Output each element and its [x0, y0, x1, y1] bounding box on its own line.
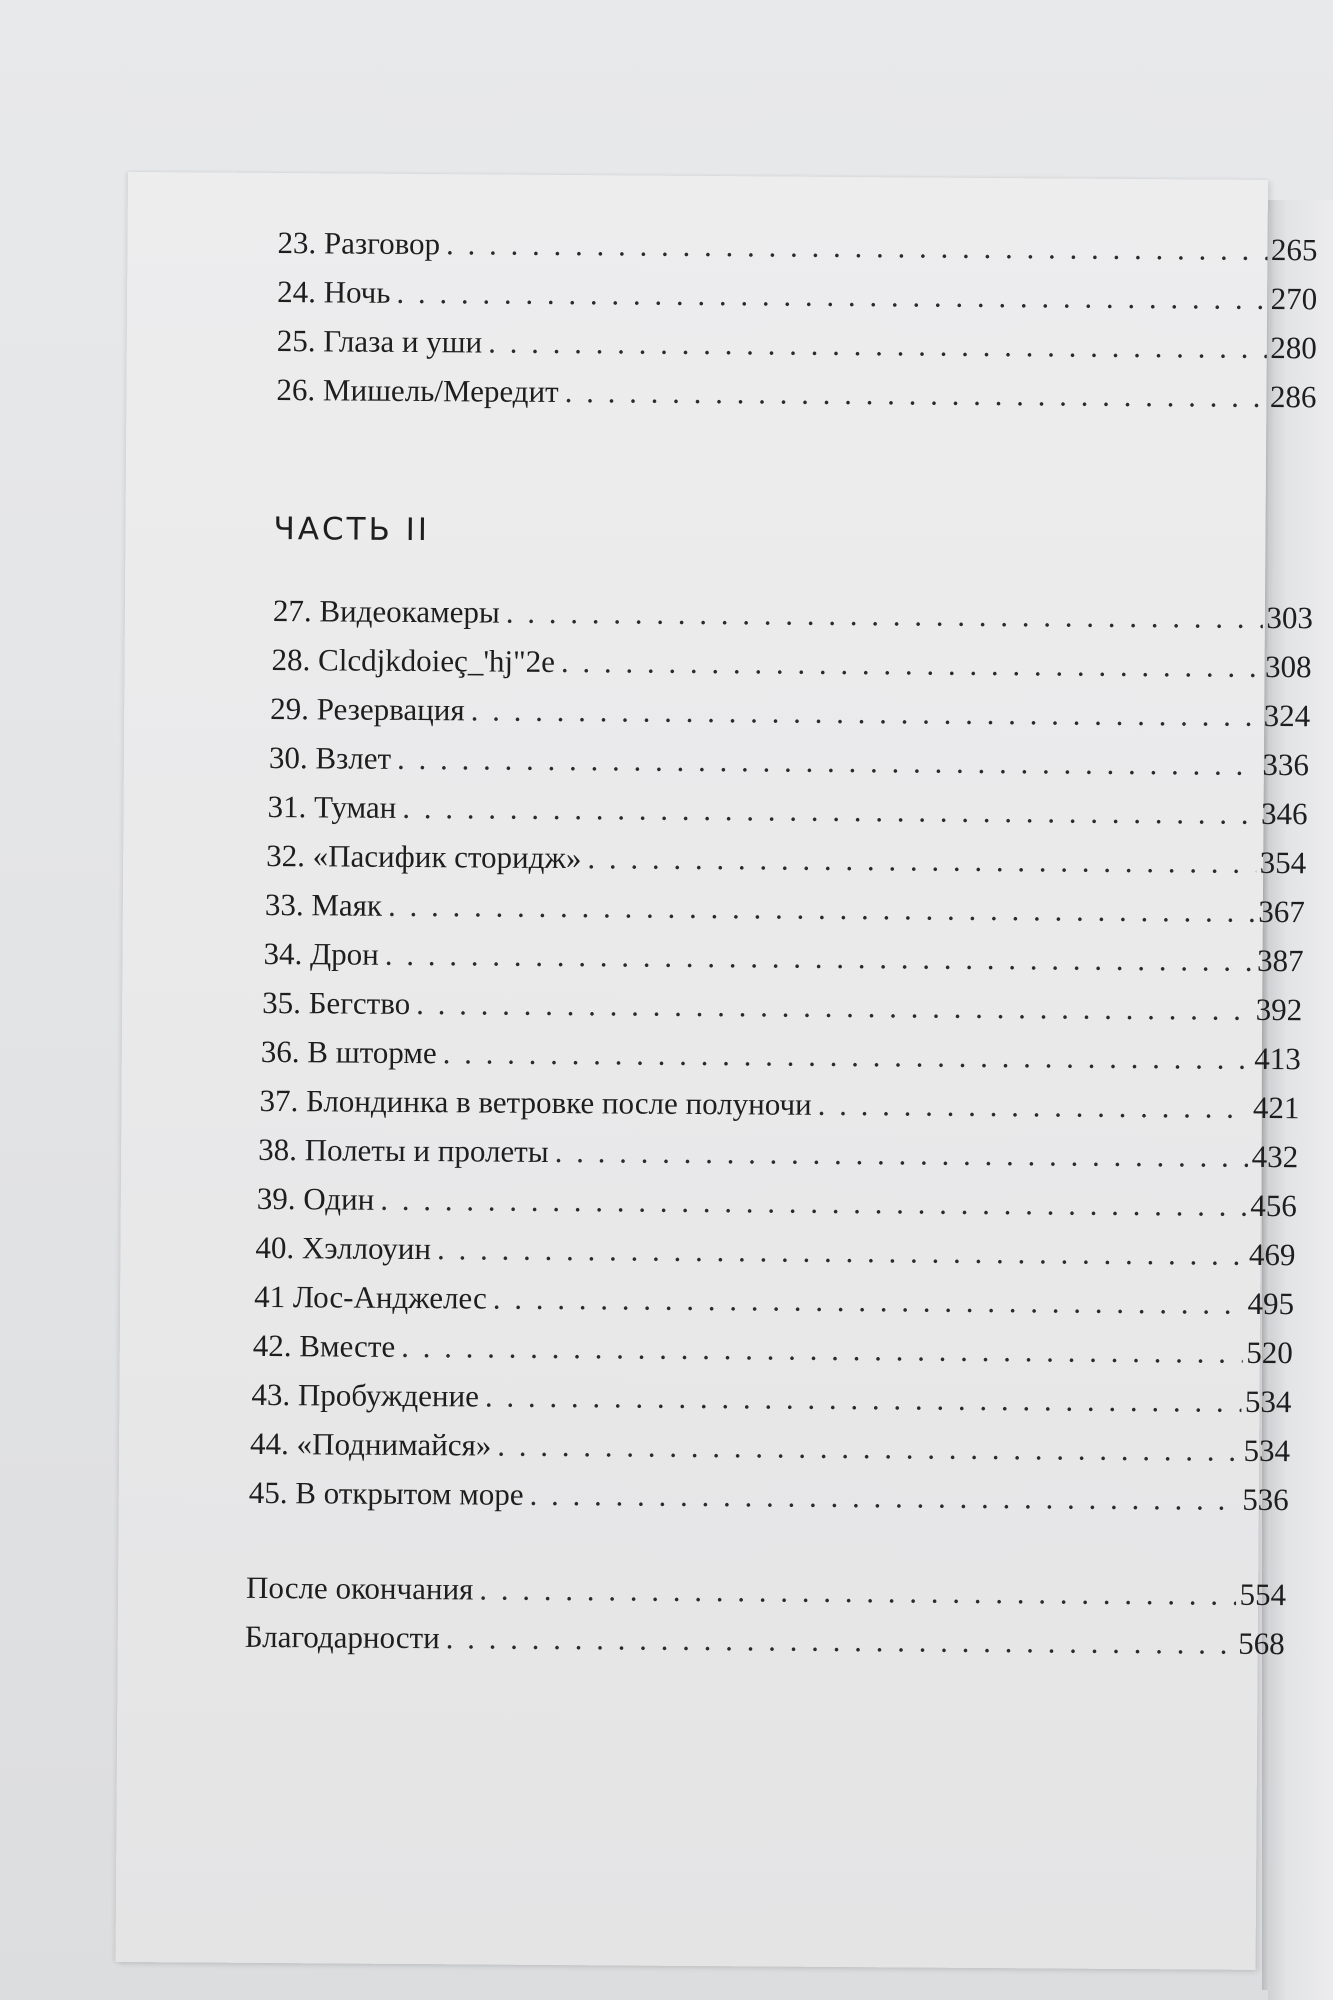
toc-entry: [246, 1570, 1286, 1613]
toc-entry: [263, 936, 1303, 979]
toc-entry-page: 392: [1255, 991, 1303, 1028]
toc-entry-page: 354: [1259, 844, 1307, 881]
toc-entry-page: 432: [1251, 1138, 1299, 1175]
toc-entry-label: 23. Разговор: [277, 225, 441, 262]
toc-entry: [257, 1181, 1297, 1224]
toc-entry-label: 45. В открытом море: [248, 1474, 524, 1512]
toc-leader-dots: [396, 275, 1266, 317]
toc-entry: [277, 225, 1317, 268]
toc-entry-label: 36. В шторме: [260, 1033, 437, 1071]
toc-entry-page: 536: [1242, 1481, 1289, 1518]
toc-leader-dots: [380, 1182, 1246, 1224]
toc-leader-dots: [471, 692, 1260, 734]
toc-entry-page: 387: [1256, 942, 1304, 979]
toc-leader-dots: [488, 325, 1266, 366]
toc-entry-page: 270: [1270, 280, 1318, 317]
toc-entry-page: 568: [1238, 1625, 1285, 1662]
toc-leader-dots: [565, 374, 1267, 415]
toc-entry-page: 324: [1263, 697, 1311, 734]
toc-leader-dots: [555, 1134, 1248, 1175]
toc-entry: [276, 372, 1316, 415]
toc-leader-dots: [446, 1620, 1235, 1662]
toc-entry-page: 495: [1247, 1285, 1295, 1322]
toc-entry: [245, 1619, 1285, 1662]
toc-entry-label: 44. «Поднимайся»: [250, 1425, 492, 1463]
toc-entry-label: 24. Ночь: [277, 274, 391, 310]
toc-leader-dots: [446, 226, 1267, 268]
toc-entry-label: После окончания: [245, 1569, 474, 1607]
toc-entry-page: 456: [1250, 1187, 1297, 1224]
toc-entry-page: 520: [1246, 1334, 1293, 1371]
toc-entry: [249, 1475, 1289, 1518]
toc-entry-page: 554: [1239, 1576, 1287, 1613]
toc-leader-dots: [529, 1477, 1238, 1518]
toc-entry: [261, 1034, 1301, 1077]
toc-entry: [259, 1083, 1299, 1126]
toc-entry: [277, 274, 1317, 317]
toc-entry-label: 27. Видеокамеры: [272, 593, 500, 630]
toc-leader-dots: [402, 790, 1257, 832]
toc-entry-page: 286: [1269, 378, 1317, 415]
toc-entry: [251, 1377, 1291, 1420]
toc-leader-dots: [385, 937, 1253, 979]
toc-leader-dots: [397, 741, 1259, 783]
toc-entry-page: 346: [1260, 795, 1308, 832]
toc-entry-label: 38. Полеты и пролеты: [258, 1131, 549, 1169]
toc-entry: [269, 740, 1309, 783]
toc-entry: [250, 1426, 1290, 1469]
toc-entry: [255, 1230, 1295, 1273]
toc-entry: [277, 323, 1317, 366]
toc-leader-dots: [401, 1329, 1242, 1371]
toc-entry: [265, 887, 1305, 930]
toc-entry: [270, 691, 1310, 734]
toc-entry: [254, 1279, 1294, 1322]
toc-leader-dots: [506, 595, 1263, 636]
toc-entry: [273, 593, 1313, 636]
toc-entry-label: 33. Маяк: [264, 886, 383, 923]
toc-entry-label: 37. Блондинка в ветровке после полуночи: [259, 1082, 812, 1122]
toc-entry: [271, 642, 1311, 685]
toc-entry-label: 29. Резервация: [270, 691, 465, 728]
toc-entry-page: 336: [1262, 746, 1310, 783]
toc-entry: [262, 985, 1302, 1028]
toc-entry-label: 43. Пробуждение: [251, 1376, 480, 1414]
toc-entry-page: 367: [1258, 893, 1305, 930]
toc-entry: [267, 789, 1307, 832]
toc-entry-label: 35. Бегство: [262, 984, 411, 1021]
toc-entry-page: 280: [1270, 329, 1317, 366]
toc-leader-dots: [818, 1087, 1250, 1126]
toc-entry-label: 41 Лос-Анджелес: [254, 1278, 487, 1316]
toc-entry-label: 30. Взлет: [268, 739, 392, 776]
toc-entry-page: 303: [1266, 599, 1314, 636]
table-of-contents: [116, 172, 1318, 1970]
book-page: [116, 172, 1318, 1970]
toc-entry: [258, 1132, 1298, 1175]
toc-entry-label: 26. Мишель/Мередит: [276, 372, 559, 410]
toc-leader-dots: [443, 1035, 1251, 1077]
toc-entry: [253, 1328, 1293, 1371]
toc-leader-dots: [388, 888, 1255, 930]
toc-leader-dots: [416, 986, 1252, 1028]
toc-entry-label: 28. Clcdjkdoieç_'hj"2e: [271, 642, 556, 679]
toc-entry-label: 34. Дрон: [263, 935, 379, 972]
toc-entry-label: 42. Вместе: [252, 1327, 396, 1364]
toc-entry-page: 469: [1248, 1236, 1296, 1273]
toc-entry-label: 39. Один: [256, 1180, 375, 1217]
toc-leader-dots: [437, 1231, 1245, 1273]
toc-leader-dots: [561, 644, 1261, 685]
toc-leader-dots: [497, 1428, 1240, 1469]
toc-leader-dots: [485, 1379, 1241, 1420]
toc-entry-label: 32. «Пасифик сторидж»: [266, 837, 582, 876]
toc-entry-page: 534: [1243, 1432, 1291, 1469]
toc-leader-dots: [493, 1281, 1244, 1322]
toc-entry-label: 25. Глаза и уши: [276, 323, 483, 360]
toc-entry-page: 421: [1252, 1089, 1300, 1126]
toc-entry-label: Благодарности: [244, 1618, 440, 1656]
toc-entry-page: 534: [1244, 1383, 1292, 1420]
toc-entry-page: 413: [1254, 1040, 1301, 1077]
toc-leader-dots: [479, 1571, 1235, 1612]
part-heading: ЧАСТЬ II: [273, 511, 431, 549]
toc-entry-label: 31. Туман: [267, 788, 397, 825]
toc-entry: [266, 838, 1306, 881]
toc-leader-dots: [587, 840, 1256, 881]
toc-entry-page: 308: [1264, 648, 1312, 685]
toc-entry-label: 40. Хэллоуин: [255, 1229, 432, 1267]
toc-entry-page: 265: [1270, 231, 1318, 268]
